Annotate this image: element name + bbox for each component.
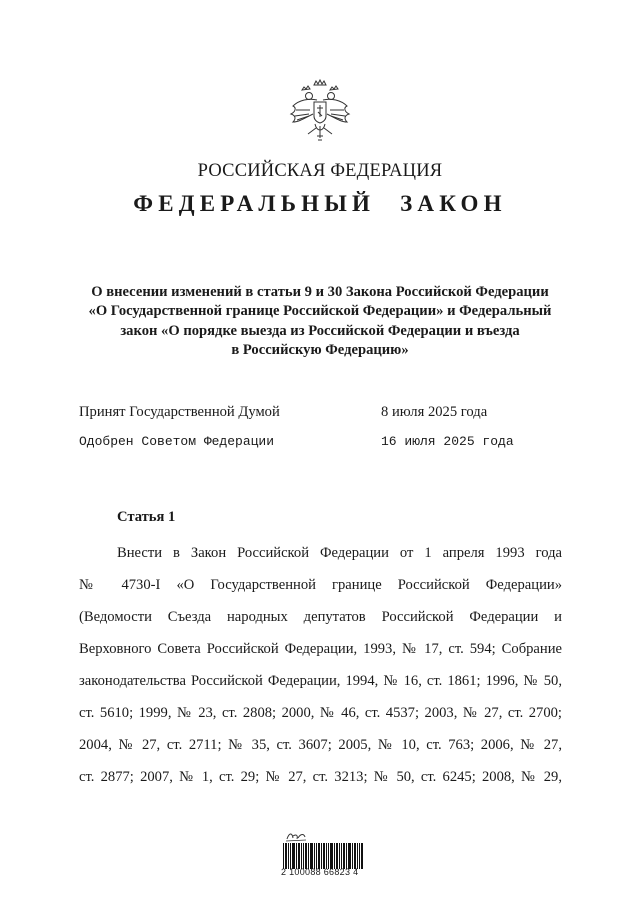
article-line: № 4730-I «О Государственной границе Российской Федерации» [79, 577, 562, 593]
handwritten-initials-icon [285, 830, 307, 842]
law-title [75, 283, 565, 361]
barcode-icon [283, 843, 363, 869]
law-title-line: О внесении изменений в статьи 9 и 30 Закона Российской Федерации [91, 284, 549, 300]
article-line: Верховного Совета Российской Федерации, 1993, № 17, ст. 594; Собрание [79, 641, 562, 657]
article-line: законодательства Российской Федерации, 1994, № 16, ст. 1861; 1996, № 50, [79, 673, 562, 689]
document-type: ФЕДЕРАЛЬНЫЙ ЗАКОН [133, 191, 507, 216]
article-line: ст. 5610; 1999, № 23, ст. 2808; 2000, № 46, ст. 4537; 2003, № 27, ст. 2700; [79, 705, 562, 721]
duma-adoption-label: Принят Государственной Думой [79, 404, 280, 420]
article-line: ст. 2877; 2007, № 1, ст. 29; № 27, ст. 3213; № 50, ст. 6245; 2008, № 29, [79, 769, 562, 785]
council-approval-date: 16 июля 2025 года [381, 434, 514, 449]
coat-of-arms-icon [287, 76, 353, 144]
law-title-line: в Российскую Федерацию» [231, 342, 409, 359]
barcode-number: 2 100088 66823 4 [281, 867, 359, 877]
council-approval-label: Одобрен Советом Федерации [79, 434, 275, 449]
duma-adoption-date: 8 июля 2025 года [381, 404, 488, 420]
law-title-line: «О Государственной границе Российской Федерации» и Федеральный [88, 303, 552, 320]
article-line: (Ведомости Съезда народных депутатов Российской Федерации и [79, 609, 562, 625]
law-title-line: закон «О порядке выезда из Российской Федерации и въезда [120, 322, 520, 339]
article-line: 2004, № 27, ст. 2711; № 35, ст. 3607; 2005, № 10, ст. 763; 2006, № 27, [79, 737, 562, 753]
country-name: РОССИЙСКАЯ ФЕДЕРАЦИЯ [197, 161, 443, 181]
article-line: Внести в Закон Российской Федерации от 1 апреля 1993 года [117, 545, 562, 561]
article-body [79, 537, 562, 793]
article-heading: Статья 1 [117, 509, 176, 525]
